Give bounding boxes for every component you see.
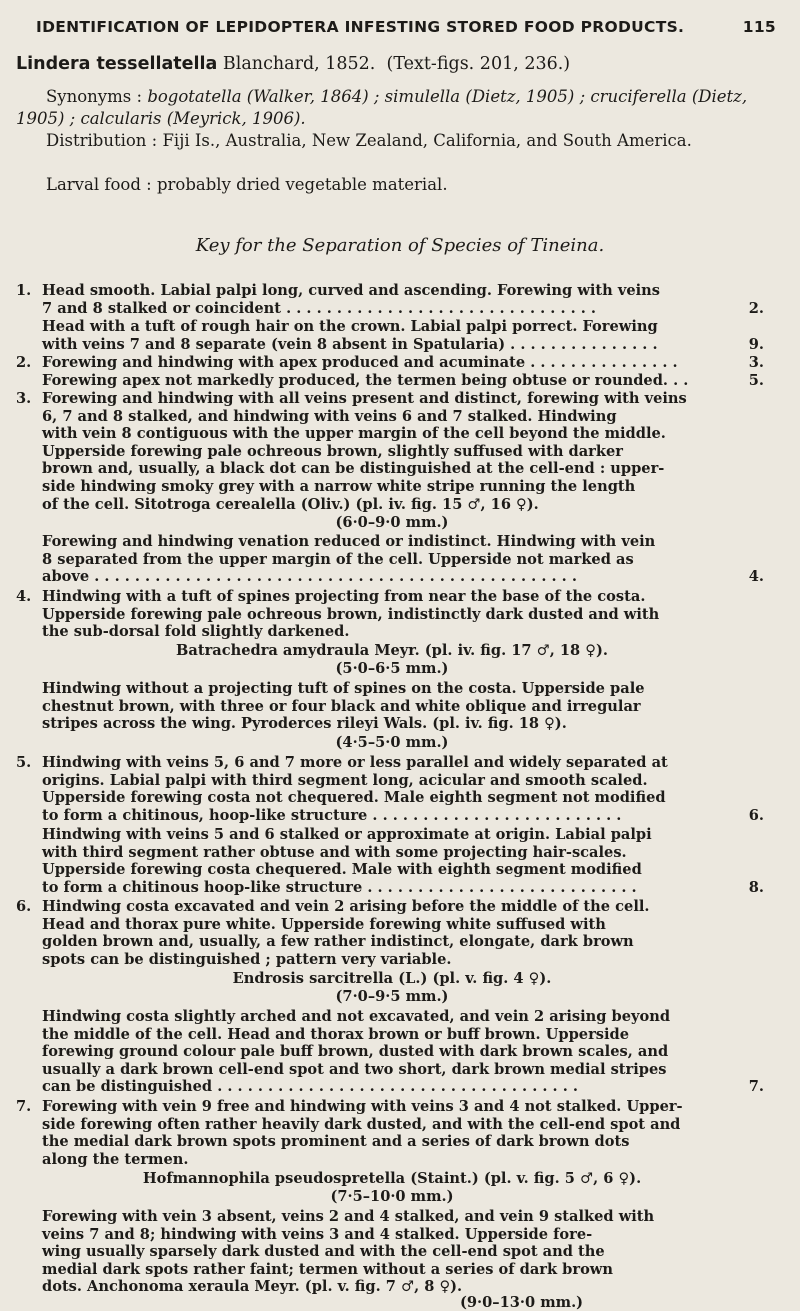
key-line: to form a chitinous, hoop-like structure . . . . . . . . . . . . . . . . . . . . . . . . . (42, 806, 622, 824)
key-line: wing usually sparsely dark dusted and with the cell-end spot and the (42, 1243, 605, 1261)
key-line: Forewing and hindwing venation reduced or indistinct. Hindwing with vein (42, 533, 656, 550)
couplet-number: 4. (16, 588, 32, 605)
key-line: with vein 8 contiguous with the upper margin of the cell beyond the middle. (42, 425, 666, 443)
key-destination: 8. (748, 878, 764, 896)
key-destination: 4. (748, 568, 764, 586)
key-line: the medial dark brown spots prominent and a series of dark brown dots (42, 1133, 630, 1151)
synonyms-text: bogotatella (Walker, 1864) ; simulella (Dietz, 1905) ; cruciferella (Dietz, 1905) ; calcularis (Meyrick, 1906). (16, 87, 748, 128)
species-author: Blanchard, 1852. (222, 54, 376, 74)
size-range: (4·5–5·0 mm.) (335, 734, 449, 751)
couplet-number: 3. (16, 390, 32, 407)
key-line: usually a dark brown cell-end spot and two short, dark brown medial stripes (42, 1060, 667, 1078)
key-couplet-1a (16, 282, 782, 317)
key-couplet-2 (16, 354, 782, 389)
key-destination: 2. (748, 299, 764, 317)
key-line: side forewing often rather heavily dark dusted, and with the cell-end spot and (42, 1115, 681, 1133)
key-couplet-3a (16, 390, 782, 513)
key-line: the sub-dorsal fold slightly darkened. (42, 623, 350, 641)
key-line: can be distinguished . . . . . . . . . . . . . . . . . . . . . . . . . . . . . . . . . . . . (42, 1078, 578, 1096)
larval-food-text: probably dried vegetable material. (156, 175, 448, 194)
running-title: IDENTIFICATION OF LEPIDOPTERA INFESTING STORED FOOD PRODUCTS. (36, 18, 685, 36)
key-couplet-4b (16, 680, 782, 733)
species-title (16, 54, 570, 74)
key-line: along the termen. (42, 1150, 189, 1168)
key-line: Forewing apex not markedly produced, the termen being obtuse or rounded. . . (42, 371, 689, 389)
couplet-number: 5. (16, 754, 32, 771)
species-line: Hofmannophila pseudospretella (Staint.) (pl. v. fig. 5 ♂, 6 ♀). (142, 1170, 642, 1187)
key-couplet-5b (16, 826, 782, 896)
key-couplet-1b (16, 318, 782, 353)
key-line: Forewing with vein 3 absent, veins 2 and 4 stalked, and vein 9 stalked with (42, 1208, 655, 1225)
key-couplet-4a (16, 588, 782, 641)
size-range: (6·0–9·0 mm.) (335, 514, 449, 531)
key-line: Forewing with vein 9 free and hindwing with veins 3 and 4 not stalked. Upper- (42, 1098, 683, 1115)
key-line: veins 7 and 8; hindwing with veins 3 and 4 stalked. Upperside fore- (42, 1225, 593, 1243)
key-destination: 7. (748, 1078, 764, 1096)
page-number: 115 (742, 18, 776, 36)
key-line: Hindwing costa excavated and vein 2 arising before the middle of the cell. (42, 898, 650, 915)
distribution-paragraph (16, 130, 782, 152)
key-line: medial dark spots rather faint; termen without a series of dark brown (42, 1260, 613, 1278)
size-range: (7·0–9·5 mm.) (335, 988, 449, 1005)
key-line: golden brown and, usually, a few rather indistinct, elongate, dark brown (42, 933, 634, 951)
key-line: the middle of the cell. Head and thorax brown or buff brown. Upperside (42, 1025, 630, 1043)
species-line: Batrachedra amydraula Meyr. (pl. iv. fig. 17 ♂, 18 ♀). (176, 642, 608, 659)
key-line: 8 separated from the upper margin of the cell. Upperside not marked as (42, 550, 634, 568)
key-line: Forewing and hindwing with apex produced and acuminate . . . . . . . . . . . . . . . (42, 354, 678, 371)
species-line: Endrosis sarcitrella (L.) (pl. v. fig. 4 ♀). (232, 970, 552, 987)
key-line: Hindwing with veins 5, 6 and 7 more or less parallel and widely separated at (42, 754, 668, 771)
key-line: 7 and 8 stalked or coincident . . . . . . . . . . . . . . . . . . . . . . . . . . . . . . . (42, 299, 597, 317)
key-line: Upperside forewing pale ochreous brown, indistinctly dark dusted and with (42, 605, 660, 623)
size-range: (5·0–6·5 mm.) (335, 660, 449, 677)
key-line: Hindwing costa slightly arched and not excavated, and vein 2 arising beyond (42, 1008, 671, 1025)
key-line: Hindwing with a tuft of spines projecting from near the base of the costa. (42, 588, 646, 605)
key-line: Upperside forewing costa chequered. Male with eighth segment modified (42, 861, 642, 879)
key-line: spots can be distinguished ; pattern very variable. (42, 950, 452, 968)
key-line: Head with a tuft of rough hair on the crown. Labial palpi porrect. Forewing (42, 318, 658, 335)
key-destination: 9. (748, 335, 764, 353)
synonyms-paragraph (16, 86, 782, 130)
key-line: to form a chitinous hoop-like structure . . . . . . . . . . . . . . . . . . . . . . . . . . . (42, 878, 637, 896)
size-range: (7·5–10·0 mm.) (330, 1188, 454, 1205)
key-line: of the cell. Sitotroga cerealella (Oliv.) (pl. iv. fig. 15 ♂, 16 ♀). (42, 495, 539, 513)
key-line: Hindwing with veins 5 and 6 stalked or approximate at origin. Labial palpi (42, 826, 652, 843)
key-couplet-7b (16, 1208, 782, 1296)
key-line: above . . . . . . . . . . . . . . . . . . . . . . . . . . . . . . . . . . . . . . . . . . . . . . . . (42, 568, 577, 586)
key-line: forewing ground colour pale buff brown, dusted with dark brown scales, and (42, 1043, 669, 1061)
key-line: Upperside forewing pale ochreous brown, slightly suffused with darker (42, 442, 623, 460)
key-couplet-5a (16, 754, 782, 824)
key-couplet-6b (16, 1008, 782, 1096)
key-destination: 5. (748, 371, 764, 389)
key-couplet-3b (16, 533, 782, 586)
couplet-number: 1. (16, 282, 32, 299)
key-line: Head smooth. Labial palpi long, curved and ascending. Forewing with veins (42, 282, 660, 299)
key-couplet-7a (16, 1098, 782, 1168)
key-line: brown and, usually, a black dot can be distinguished at the cell-end : upper- (42, 460, 665, 478)
size-range: (9·0–13·0 mm.) (460, 1294, 584, 1311)
key-line: with veins 7 and 8 separate (vein 8 absent in Spatularia) . . . . . . . . . . . . . . . (42, 335, 658, 353)
couplet-number: 2. (16, 354, 32, 371)
key-title: Key for the Separation of Species of Tineina. (195, 235, 605, 256)
key-destination: 6. (748, 806, 764, 824)
key-line: dots. Anchonoma xeraula Meyr. (pl. v. fig. 7 ♂, 8 ♀). (42, 1278, 463, 1296)
synonyms-label: Synonyms : (46, 87, 143, 106)
species-name: Lindera tessellatella (16, 54, 218, 74)
key-line: Head and thorax pure white. Upperside forewing white suffused with (42, 915, 606, 933)
key-line: Forewing and hindwing with all veins present and distinct, forewing with veins (42, 390, 687, 407)
distribution-text: Fiji Is., Australia, New Zealand, California, and South America. (162, 131, 692, 150)
key-line: Hindwing without a projecting tuft of spines on the costa. Upperside pale (42, 680, 645, 697)
larval-food-label: Larval food : (46, 175, 152, 194)
key-line: with third segment rather obtuse and with some projecting hair-scales. (42, 843, 627, 861)
couplet-number: 6. (16, 898, 32, 915)
species-figs: (Text-figs. 201, 236.) (386, 54, 571, 74)
key-line: side hindwing smoky grey with a narrow white stripe running the length (42, 477, 636, 495)
key-line: Upperside forewing costa not chequered. Male eighth segment not modified (42, 789, 666, 807)
key-line: chestnut brown, with three or four black and white oblique and irregular (42, 697, 641, 715)
running-header (36, 18, 776, 36)
key-couplet-6a (16, 898, 782, 968)
distribution-label: Distribution : (46, 131, 158, 150)
key-line: 6, 7 and 8 stalked, and hindwing with veins 6 and 7 stalked. Hindwing (42, 407, 617, 425)
couplet-number: 7. (16, 1098, 32, 1115)
key-line: stripes across the wing. Pyroderces rileyi Wals. (pl. iv. fig. 18 ♀). (42, 715, 567, 733)
key-line: origins. Labial palpi with third segment long, acicular and smooth scaled. (42, 771, 648, 789)
larval-food-paragraph (16, 174, 782, 196)
key-destination: 3. (748, 354, 764, 371)
